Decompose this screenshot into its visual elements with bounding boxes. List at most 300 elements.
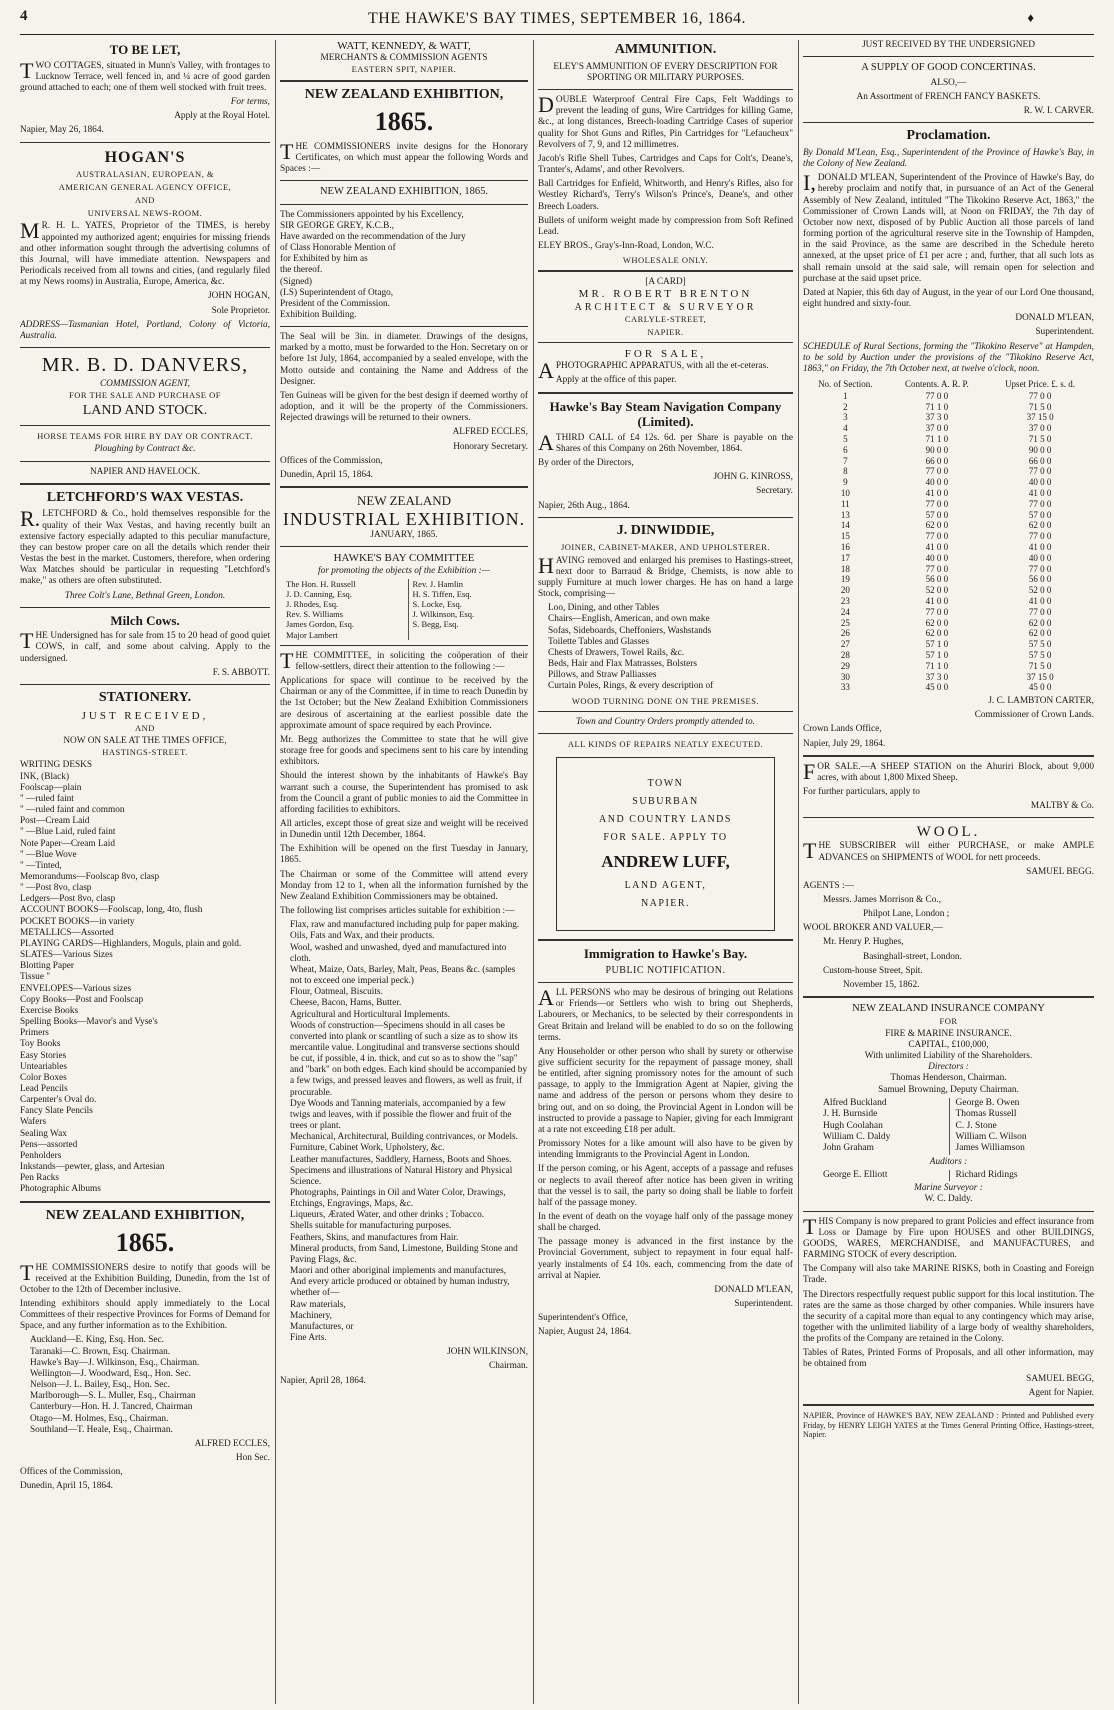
table-cell: 77 0 0 (1028, 390, 1052, 401)
list-item: Chests of Drawers, Towel Rails, &c. (548, 647, 685, 658)
ad-body: THIS Company is now prepared to grant Policies and effect insurance from Loss or Damage by Fire upon HOUSES and other BUILDINGS, GOODS, WARES, MERCHANDISE, and MANUFACTURES, and FARMING STOCK of every description. (803, 1213, 1094, 1261)
list-item: ENVELOPES—Various sizes (20, 983, 132, 994)
table-cell: 11 (840, 498, 850, 509)
ad-text: An Assortment of FRENCH FANCY BASKETS. (856, 91, 1041, 102)
list-item: Marlborough—S. L. Muller, Esq., Chairman (30, 1391, 196, 1402)
list-item: Liqueurs, Ærated Water, and other drinks ; Tobacco. (290, 1210, 485, 1221)
carver-ad (803, 40, 1094, 117)
ad-subheading: LAND AND STOCK. (82, 403, 208, 419)
immigration-notice (538, 946, 793, 1338)
list-item: Primers (20, 1028, 49, 1039)
column-divider (533, 40, 534, 1704)
signature-title: Superintendent. (734, 1299, 793, 1310)
photographic-sale-ad (538, 348, 793, 387)
table-row (803, 488, 1094, 499)
exhibition-year: 1865. (115, 1228, 175, 1258)
dateline: Napier, April 28, 1864. (280, 1375, 366, 1386)
list-item: Taranaki—C. Brown, Esq. Chairman. (30, 1346, 171, 1357)
signature: DONALD M'LEAN, (714, 1284, 793, 1295)
divider (538, 270, 793, 272)
ad-body: The Company will also take MARINE RISKS, both in Coasting and Foreign Trade. (803, 1264, 1094, 1286)
ad-body: HAVING removed and enlarged his premises to Hastings-street, next door to Barraud & Bridge, Chemists, is now able to supply Furniture at much lower charges. He has on hand a large Stock, comprising— (538, 552, 793, 600)
member-name: Rev. J. Hamlin (412, 578, 463, 589)
table-row (803, 510, 1094, 521)
ad-body: I,DONALD M'LEAN, Superintendent of the Province of Hawke's Bay, do hereby proclaim and notify that, in pursuance of an Act of the General Assembly of New Zealand, intituled "The Tikokino Reserve Act, 1863," the Commissioner of Crown Lands will, at Noon on FRIDAY, the 7th day of October now next, disposed of by Public Auction all those parcels of land forming portion of the agricultural reserve site in the Township of Hampden, in the said Province, as the same are described in the Schedule hereto annexed, at the upset price of £1 per acre ; and, further, that all such lots as shall remain unsold at the said sale, will remain open for selection and purchase at the said upset price. (803, 170, 1094, 284)
column-2 (280, 40, 528, 1704)
committee-purpose: for promoting the objects of the Exhibition :— (318, 565, 490, 576)
ad-heading: WOOL. (916, 824, 981, 841)
ad-heading: NEW ZEALAND INSURANCE COMPANY (852, 1003, 1045, 1015)
stationery-ad (20, 690, 270, 1196)
signature-title: Honorary Secretary. (453, 441, 528, 452)
member-name: J. D. Canning, Esq. (286, 588, 352, 599)
table-cell: 40 0 0 (925, 477, 949, 488)
ad-text: NAPIER. (640, 898, 691, 910)
list-item: Cheese, Bacon, Hams, Butter. (290, 998, 402, 1009)
table-row (803, 499, 1094, 510)
ad-body: TWO COTTAGES, situated in Munn's Valley, with frontages to Lucknow Terrace, well fenced in, and ¼ acre of good garden ground attached to each; one of them well stocked with fruit trees. (20, 57, 270, 93)
list-item: Toy Books (20, 1039, 61, 1050)
table-row (803, 585, 1094, 596)
list-item: Dye Woods and Tanning materials, accompanied by a few twigs and leaves, with if possible the flower and fruit of the trees or plant. (290, 1098, 512, 1132)
certificate-line: the thereof. (280, 265, 323, 276)
signature-title: Superintendent. (1035, 327, 1094, 338)
table-row (803, 423, 1094, 434)
table-header-row (803, 378, 1094, 391)
list-item: Inkstands—pewter, glass, and Artesian (20, 1162, 165, 1173)
table-cell: 77 0 0 (925, 498, 949, 509)
list-item: Oils, Fats and Wax, and their products. (290, 931, 435, 942)
column-3 (538, 40, 793, 1704)
table-row (803, 672, 1094, 683)
schedule-title: SCHEDULE of Rural Sections, forming the "Tikokino Reserve" at Hampden, to be sold by Auction under the provisions of the "Tikokino Reserve Act, 1863," on Friday, the 7th October next, at twelve o'clock, noon. (803, 341, 1094, 374)
list-item: Flax, raw and manufactured including pulp for paper making. (290, 920, 520, 931)
divider (803, 755, 1094, 757)
divider (538, 711, 793, 712)
table-row (803, 682, 1094, 693)
table-cell: 28 (840, 649, 850, 660)
ad-text: Basinghall-street, London. (863, 951, 962, 962)
list-item: Photographs, Paintings in Oil and Water Color, Drawings, Etchings, Engravings, Maps, &c. (290, 1188, 506, 1210)
list-item: Wheat, Maize, Oats, Barley, Malt, Peas, Beans &c. (samples not to exceed one imperial peck.) (290, 964, 516, 987)
table-cell: 57 0 0 (925, 509, 949, 520)
divider (20, 461, 270, 462)
table-cell: 24 (840, 606, 850, 617)
signature: ALFRED ECCLES, (194, 1438, 270, 1449)
list-item: Carpenter's Oval do. (20, 1095, 97, 1106)
ad-body: All articles, except those of great size and weight will be received in Dunedin until 12th December, 1864. (280, 819, 528, 841)
ad-body: THE Undersigned has for sale from 15 to 20 head of good quiet COWS, in calf, and some about calving. Apply to the undersigned. (20, 628, 270, 664)
section-label: Auditors : (929, 1156, 968, 1167)
table-row (803, 456, 1094, 467)
address: Three Colt's Lane, Bethnal Green, London. (64, 590, 226, 601)
proclamation (803, 128, 1094, 750)
ad-body: DOUBLE Waterproof Central Fire Caps, Felt Waddings to prevent the leading of guns, Wire Cartridges for killing Game, &c., at long distances, Breech-loading Cartridge Cases of superior quality for Shot Guns and Rifles, Pin Cartridges for "Lefaucheux" Revolvers of 7, 9, and 12 millimetres. (538, 92, 793, 150)
signature: ELEY BROS., Gray's-Inn-Road, London, W.C. (538, 240, 714, 251)
list-item: Pillows, and Straw Palliasses (548, 670, 657, 681)
ad-body: Dated at Napier, this 6th day of August, in the year of our Lord One thousand, eight hundred and sixty-four. (803, 287, 1094, 310)
milch-cows-ad (20, 613, 270, 679)
list-item: Shells suitable for manufacturing purposes. (290, 1221, 452, 1232)
ad-text: Ploughing by Contract &c. (94, 444, 196, 455)
exhibition-year: 1865. (374, 107, 434, 137)
table-cell: 5 (843, 433, 848, 444)
dateline: November 15, 1862. (843, 979, 920, 990)
table-cell: 2 (843, 401, 848, 412)
ad-subheading: AUSTRALASIAN, EUROPEAN, & (75, 168, 215, 179)
list-item: Mineral products, from Sand, Limestone, Building Stone and Paving Flags, &c. (290, 1243, 518, 1265)
divider (803, 1211, 1094, 1212)
nz-exhibition-designs-ad (280, 87, 528, 481)
divider (538, 517, 793, 518)
signature-title: Hon Sec. (235, 1453, 270, 1464)
table-row (803, 434, 1094, 445)
ad-subheading: JOINER, CABINET-MAKER, AND UPHOLSTERER. (560, 542, 771, 553)
auditors-list (823, 1170, 1074, 1181)
table-cell: 30 (840, 671, 850, 682)
table-cell: 71 5 0 (1028, 401, 1052, 412)
list-item: Note Paper—Cream Laid (20, 838, 116, 849)
divider (803, 817, 1094, 818)
ad-body: The passage money is advanced in the first instance by the Provincial Government, subject to repayment in four equal half-yearly instalments of £4 10s. each, commencing from the date of arrival at Napier. (538, 1237, 793, 1281)
director-name: C. J. Stone (955, 1120, 997, 1131)
certificate-line: President of the Commission. (280, 298, 391, 309)
table-cell: 77 0 0 (925, 563, 949, 574)
certificate-line: Exhibition Building. (280, 309, 357, 320)
table-cell: 37 15 0 (1026, 671, 1054, 682)
ad-text: WOOD TURNING DONE ON THE PREMISES. (571, 695, 760, 706)
committee-heading: HAWKE'S BAY COMMITTEE (333, 552, 475, 565)
signature: F. S. ABBOTT. (212, 667, 270, 678)
ad-subheading: UNIVERSAL NEWS-ROOM. (87, 208, 203, 219)
member-name: S. Locke, Esq. (412, 599, 462, 610)
ad-body: ATHIRD CALL of £4 12s. 6d. per Share is payable on the Shares of this Company on 26th November, 1864. (538, 429, 793, 455)
ad-text: NAPIER AND HAVELOCK. (89, 466, 201, 477)
divider (280, 180, 528, 181)
ad-heading: Hawke's Bay Steam Navigation Company (Limited). (549, 398, 782, 430)
divider (280, 326, 528, 327)
ad-subheading: FIRE & MARINE INSURANCE. (885, 1028, 1012, 1039)
ad-body: The Exhibition will be opened on the first Tuesday in January, 1865. (280, 844, 528, 866)
list-item: Woods of construction—Specimens should in all cases be converted into plank or scantling of such a size as to show its mercantile value. Longitudinal and transverse sections should be cut, if possible, 4 in. thick, and cut so as to show the "sap" and "bark" on both edges. Each kind should be accompanied by a few twigs, and pressed leaves and flowers, as well as fruit, if procurable. (290, 1020, 528, 1098)
table-cell: 20 (840, 585, 850, 596)
table-row (803, 466, 1094, 477)
dateline: Dunedin, April 15, 1864. (20, 1481, 113, 1492)
table-row (803, 477, 1094, 488)
table-row (803, 412, 1094, 423)
land-schedule-table (803, 378, 1094, 693)
list-item: " —ruled faint (20, 793, 74, 804)
ad-text: Offices of the Commission, (20, 1467, 123, 1478)
divider (538, 939, 793, 941)
column-divider (798, 40, 799, 1704)
ad-text: LAND AGENT, (624, 880, 707, 892)
table-cell: 37 0 0 (1028, 423, 1052, 434)
ad-heading: Milch Cows. (110, 612, 180, 628)
section-label: Marine Surveyor : (914, 1183, 983, 1194)
list-item: ACCOUNT BOOKS—Foolscap, long, 4to, flush (20, 905, 203, 916)
list-item: Leather manufactures, Saddlery, Harness, Boots and Shoes. (290, 1154, 512, 1165)
dateline: Napier, July 29, 1864. (803, 738, 886, 749)
list-item: Fancy Slate Pencils (20, 1106, 93, 1117)
table-cell: 26 (840, 628, 850, 639)
ammunition-ad (538, 42, 793, 265)
table-row (803, 531, 1094, 542)
steam-navigation-ad (538, 399, 793, 512)
ad-heading: NEW ZEALAND EXHIBITION, (45, 1207, 245, 1223)
column-header: Contents. A. R. P. (904, 378, 969, 389)
ad-body: Bullets of uniform weight made by compression from Soft Refined Lead. (538, 215, 793, 237)
member-name: James Gordon, Esq. (286, 619, 354, 630)
table-row (803, 542, 1094, 553)
ad-text: Thomas Henderson, Chairman. (890, 1073, 1007, 1084)
list-item: Sofas, Sideboards, Cheffoniers, Washstands (548, 625, 712, 636)
ad-heading: LETCHFORD'S WAX VESTAS. (46, 489, 244, 505)
table-cell: 66 0 0 (1028, 455, 1052, 466)
director-name: William C. Daldy (823, 1131, 891, 1142)
table-cell: 41 0 0 (925, 541, 949, 552)
section-label: Directors : (928, 1062, 969, 1073)
column-1 (20, 40, 270, 1704)
list-item: " —Blue Wove (20, 849, 77, 860)
ad-heading: JUST RECEIVED BY THE UNDERSIGNED (862, 40, 1035, 50)
ad-subheading: EASTERN SPIT, NAPIER. (351, 64, 457, 75)
table-cell: 10 (840, 487, 850, 498)
list-item: WRITING DESKS (20, 760, 93, 771)
table-cell: 57 5 0 (1028, 639, 1052, 650)
director-name: George B. Owen (955, 1097, 1020, 1108)
list-item: Chairs—English, American, and own make (548, 614, 710, 625)
table-cell: 37 15 0 (1026, 412, 1054, 423)
wool-ad (803, 823, 1094, 991)
list-item: " —Tinted, (20, 860, 62, 871)
address: ADDRESS—Tasmanian Hotel, Portland, Colony of Victoria, Australia. (20, 319, 270, 341)
table-cell: 6 (843, 444, 848, 455)
insurance-ad (803, 1003, 1094, 1399)
ad-body: Should the interest shown by the inhabitants of Hawke's Bay warrant such a course, the Superintendent has promised to ask from the Council a grant of public monies to aid the Committee in affording facilities to exhibitors. (280, 771, 528, 815)
ad-subheading: COMMISSION AGENT, (99, 379, 191, 390)
table-body (803, 391, 1094, 693)
table-cell: 57 0 0 (1028, 509, 1052, 520)
divider (538, 342, 793, 343)
ad-text: Crown Lands Office, (803, 724, 882, 735)
table-cell: 41 0 0 (925, 595, 949, 606)
list-item: Agricultural and Horticultural Implements. (290, 1009, 451, 1020)
table-cell: 90 0 0 (925, 444, 949, 455)
list-item: POCKET BOOKS—in variety (20, 916, 135, 927)
committee-members (286, 579, 528, 640)
table-cell: 4 (843, 423, 848, 434)
list-item: Wafers (20, 1117, 47, 1128)
list-item: Feathers, Skins, and manufactures from Hair. (290, 1232, 459, 1243)
member-name: J. Wilkinson, Esq. (412, 609, 475, 620)
ad-subheading: AMERICAN GENERAL AGENCY OFFICE, (58, 181, 232, 192)
table-cell: 57 1 0 (925, 649, 949, 660)
list-item: Exercise Books (20, 1005, 79, 1016)
table-cell: 57 5 0 (1028, 649, 1052, 660)
list-item: " —ruled faint and common (20, 805, 125, 816)
list-item: INK, (Black) (20, 771, 70, 782)
certificate-line: Have awarded on the recommendation of the Jury (280, 231, 466, 242)
ad-heading: Proclamation. (906, 128, 991, 144)
divider (538, 392, 793, 394)
ad-subheading: ARCHITECT & SURVEYOR (574, 301, 757, 313)
certificate-title: NEW ZEALAND EXHIBITION, 1865. (319, 185, 489, 197)
list-item: " —Blue Laid, ruled faint (20, 827, 116, 838)
signature: MALTBY & Co. (1030, 801, 1094, 812)
table-cell: 57 1 0 (925, 639, 949, 650)
list-item: Southland—T. Heale, Esq., Chairman. (30, 1424, 173, 1435)
signature: JOHN WILKINSON, (447, 1347, 528, 1358)
ad-subheading: FOR THE SALE AND PURCHASE OF (69, 390, 221, 401)
ad-body: Tables of Rates, Printed Forms of Proposals, and all other information, may be obtained from (803, 1348, 1094, 1370)
list-item: Spelling Books—Mavor's and Vyse's (20, 1017, 158, 1028)
ad-body: Intending exhibitors should apply immediately to the Local Committees of their respective Provinces for Forms of Demand for Space, and any further information as to the Exhibition. (20, 1299, 270, 1332)
divider (538, 89, 793, 90)
signature: R. W. I. CARVER. (1023, 106, 1094, 117)
divider (20, 684, 270, 685)
ad-subheading: PUBLIC NOTIFICATION. (605, 965, 726, 977)
ad-body: A SUPPLY OF GOOD CONCERTINAS. (861, 62, 1036, 74)
table-cell: 40 0 0 (1028, 477, 1052, 488)
director-name: Hugh Coolahan (823, 1120, 883, 1131)
table-cell: 77 0 0 (1028, 606, 1052, 617)
ad-heading: TO BE LET, (109, 42, 181, 57)
directors-right (949, 1098, 1075, 1155)
ad-heading: FOR SALE, (624, 348, 707, 361)
divider (803, 56, 1094, 57)
table-cell: 62 0 0 (925, 520, 949, 531)
ad-heading: NEW ZEALAND EXHIBITION, (304, 86, 504, 102)
ad-subheading: By Donald M'Lean, Esq., Superintendent of the Province of Hawke's Bay, in the Colony of New Zealand. (803, 148, 1094, 170)
list-item: Toilette Tables and Glasses (548, 636, 650, 647)
list-item: Foolscap—plain (20, 782, 82, 793)
ad-body: APHOTOGRAPHIC APPARATUS, with all the et-ceteras. (538, 358, 769, 384)
table-cell: 62 0 0 (1028, 617, 1052, 628)
list-item: Furniture, Cabinet Work, Upholstery, &c. (290, 1143, 445, 1154)
table-cell: 62 0 0 (1028, 520, 1052, 531)
list-item: Fine Arts. (290, 1333, 327, 1344)
industrial-exhibition-notice (280, 493, 528, 1387)
table-cell: 66 0 0 (925, 455, 949, 466)
watt-kennedy-ad (280, 40, 528, 75)
table-cell: 56 0 0 (925, 574, 949, 585)
letchford-ad (20, 490, 270, 602)
ad-text: TOWN (647, 778, 684, 790)
ad-body: Ten Guineas will be given for the best design if deemed worthy of adoption, and it will be the property of the Commissioners. Rejected drawings will be returned to their owners. (280, 390, 528, 424)
divider (280, 204, 528, 205)
table-cell: 29 (840, 660, 850, 671)
brenton-card (538, 277, 793, 337)
table-row (803, 445, 1094, 456)
dateline: Napier, May 26, 1864. (20, 125, 104, 136)
dateline: Dunedin, April 15, 1864. (280, 469, 373, 480)
secretaries-list (30, 1335, 270, 1435)
table-row (803, 650, 1094, 661)
divider (20, 1201, 270, 1203)
ad-body: THE COMMITTEE, in soliciting the coöperation of their fellow-settlers, direct their attention to the following :— (280, 647, 528, 673)
signature: DONALD M'LEAN, (1015, 313, 1094, 324)
table-cell: 1 (843, 390, 848, 401)
member-name: S. Begg, Esq. (412, 619, 459, 630)
member-name: Rev. S. Williams (286, 609, 344, 620)
ad-body: In the event of death on the voyage half only of the passage money shall be charged. (538, 1212, 793, 1234)
ad-body: Mr. Begg authorizes the Committee to state that he will give storage free for goods and specimens sent to his care by intending exhibitors. (280, 734, 528, 768)
table-cell: 52 0 0 (925, 585, 949, 596)
ad-body: The following list comprises articles suitable for exhibition :— (280, 906, 515, 917)
signature: JOHN G. KINROSS, (713, 472, 793, 483)
list-item: Hawke's Bay—J. Wilkinson, Esq., Chairman. (30, 1357, 200, 1368)
divider (803, 1404, 1094, 1406)
diamond-mark-icon: ♦ (1027, 10, 1034, 25)
ad-text: Offices of the Commission, (280, 455, 383, 466)
ad-body: FOR SALE.—A SHEEP STATION on the Ahuriri Block, about 9,000 acres, with about 1,800 Mixed Sheep. (803, 758, 1094, 784)
list-item: Memorandums—Foolscap 8vo, clasp (20, 872, 160, 883)
director-name: Thomas Russell (955, 1109, 1017, 1120)
ad-text: Superintendent's Office, (538, 1313, 628, 1324)
danvers-ad (20, 353, 270, 478)
ad-text: Custom-house Street, Spit. (823, 965, 923, 976)
table-cell: 77 0 0 (925, 531, 949, 542)
table-row (803, 607, 1094, 618)
list-item: Pen Racks (20, 1173, 59, 1184)
ad-text: For further particulars, apply to (803, 787, 920, 798)
list-item: Wool, washed and unwashed, dyed and manufactured into cloth. (290, 942, 507, 964)
list-item: Canterbury—Hon. H. J. Tancred, Chairman (30, 1402, 193, 1413)
ad-heading: J. DINWIDDIE, (616, 522, 715, 538)
list-item: Sealing Wax (20, 1128, 67, 1139)
table-cell: 52 0 0 (1028, 585, 1052, 596)
certificate-line: The Commissioners appointed by his Excellency, (280, 209, 464, 220)
ad-text: By order of the Directors, (538, 458, 634, 469)
ad-heading: ANDREW LUFF, (601, 852, 730, 872)
certificate-line: (Signed) (280, 276, 313, 287)
ad-subheading: NOW ON SALE AT THE TIMES OFFICE, (63, 736, 227, 747)
list-item: Loo, Dining, and other Tables (548, 603, 660, 614)
ad-body: ALL PERSONS who may be desirous of bringing out Relations or Friends—or Settlers who wish to bring out Shepherds, Labourers, or Mechanics, to be selected by their correspondents in Great Britain and Ireland will be enabled to do so on the following terms. (538, 985, 793, 1043)
table-cell: 17 (840, 552, 850, 563)
signature-title: Secretary. (756, 486, 793, 497)
ad-body: The Directors respectfully request public support for this local institution. The rates are the same as those charged by other companies. While insurers have the security of a capital more than equal to any contingency which may arise, together with the unlimited liability of a large body of wealthy shareholders, the profits of the Company are retained in the Colony. (803, 1289, 1094, 1345)
signature-title: Sole Proprietor. (211, 305, 270, 316)
table-row (803, 661, 1094, 672)
table-cell: 77 0 0 (1028, 531, 1052, 542)
ad-text: ALL KINDS OF REPAIRS NEATLY EXECUTED. (567, 738, 764, 749)
divider (280, 645, 528, 646)
column-4 (803, 40, 1094, 1704)
auditor-name: Richard Ridings (949, 1170, 1075, 1181)
signature: ALFRED ECCLES, (452, 427, 528, 438)
table-cell: 9 (843, 477, 848, 488)
directors-list (823, 1098, 1074, 1155)
table-cell: 40 0 0 (925, 552, 949, 563)
ad-text: Town and Country Orders promptly attended to. (576, 716, 755, 727)
divider (803, 122, 1094, 123)
table-cell: 37 3 0 (925, 412, 949, 423)
nz-exhibition-notice (20, 1208, 270, 1493)
list-item: Photographic Albums (20, 1184, 101, 1195)
list-item: Blotting Paper (20, 961, 74, 972)
newspaper-title: THE HAWKE'S BAY TIMES, SEPTEMBER 16, 1864. (367, 10, 747, 27)
ad-body: Any Householder or other person who shall by surety or otherwise give sufficient security for the repayment of passage money, shall be entitled, after signing promissory notes for the amount of such passage, to apply to the Immigration Agent at Napier, giving the name and address of the person or persons whom they desire to bring out, and on so doing, the Provincial Agent in London will be instructed to provide a passage to Napier, giving for each Immigrant at a rate not exceeding £18 per adult. (538, 1046, 793, 1135)
list-item: Penholders (20, 1150, 62, 1161)
list-item: Copy Books—Post and Foolscap (20, 994, 144, 1005)
list-item: Easy Stories (20, 1050, 67, 1061)
ad-text: Samuel Browning, Deputy Chairman. (878, 1084, 1019, 1095)
table-cell: 19 (840, 574, 850, 585)
table-cell: 25 (840, 617, 850, 628)
list-item: Mechanical, Architectural, Building contrivances, or Models. (290, 1132, 518, 1143)
